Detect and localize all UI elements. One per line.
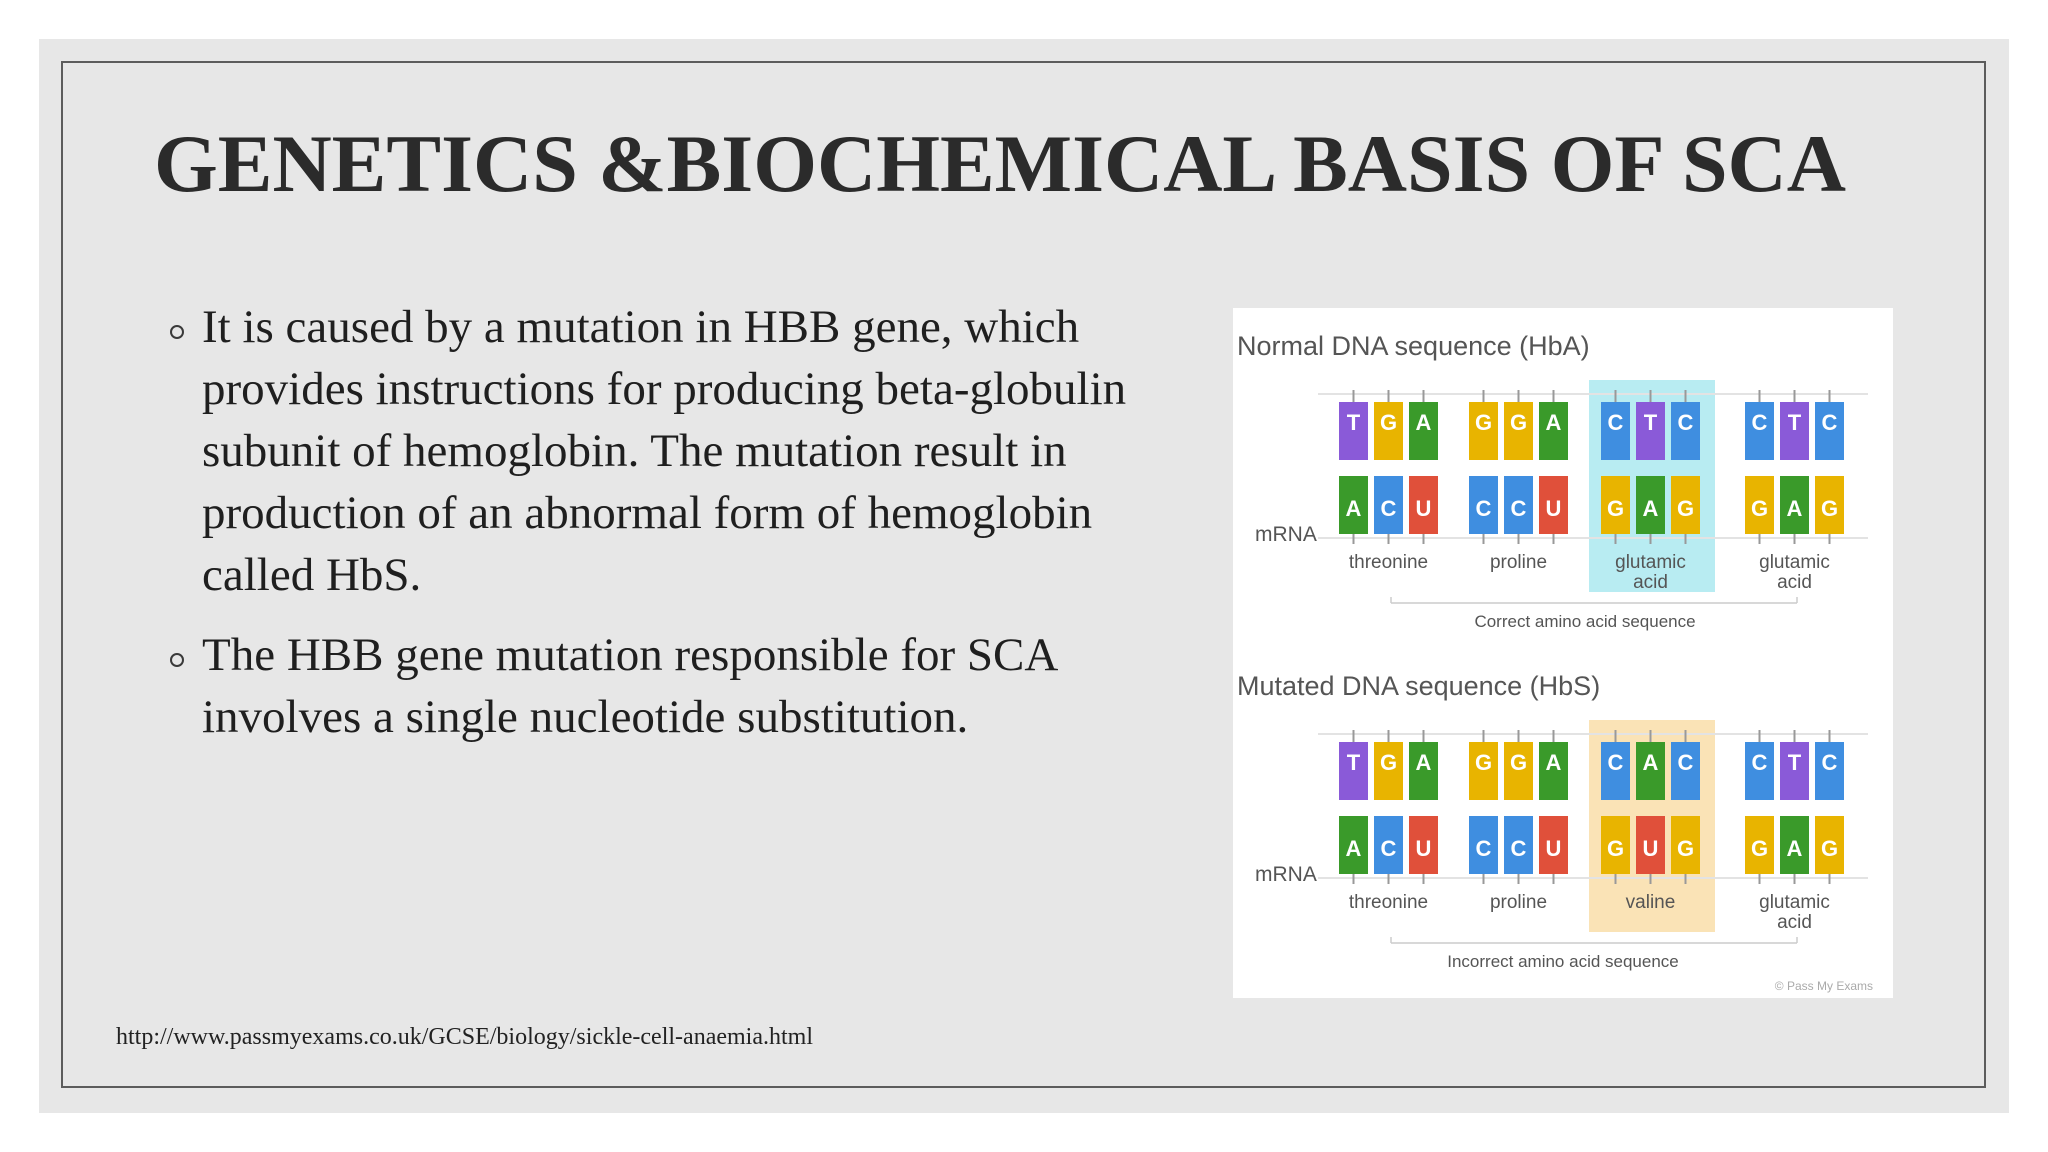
panel-heading: Mutated DNA sequence (HbS) xyxy=(1237,671,1601,701)
amino-acid-label: acid xyxy=(1777,572,1812,593)
mrna-base-letter: U xyxy=(1415,836,1432,861)
mrna-base-letter: U xyxy=(1545,496,1562,521)
dna-base-letter: A xyxy=(1415,410,1432,435)
dna-base-letter: G xyxy=(1474,750,1493,775)
mrna-base-letter: C xyxy=(1475,496,1492,521)
mrna-base-letter: C xyxy=(1380,496,1397,521)
bullet-text: It is caused by a mutation in HBB gene, which provides instructions for producing beta-globulin subunit of hemoglobin. The mutation result in production of an abnormal form of hemoglobin called HbS. xyxy=(202,301,1127,601)
mrna-base-letter: C xyxy=(1380,836,1397,861)
mrna-base-letter: U xyxy=(1415,496,1432,521)
dna-base-letter: C xyxy=(1607,750,1624,775)
dna-base-letter: C xyxy=(1751,410,1768,435)
dna-base-letter: G xyxy=(1379,750,1398,775)
dna-base-letter: T xyxy=(1787,410,1802,435)
mrna-base-letter: U xyxy=(1642,836,1659,861)
amino-acid-label: glutamic xyxy=(1759,892,1830,913)
dna-base-letter: A xyxy=(1415,750,1432,775)
mrna-base-letter: A xyxy=(1345,836,1362,861)
dna-base-letter: G xyxy=(1509,410,1528,435)
bullet-circle-icon xyxy=(170,325,184,339)
mrna-base-letter: G xyxy=(1820,836,1839,861)
dna-base-letter: C xyxy=(1607,410,1624,435)
mrna-label: mRNA xyxy=(1255,523,1317,546)
amino-acid-label: glutamic xyxy=(1759,552,1830,573)
bullet-item xyxy=(170,296,1160,606)
dna-base-letter: T xyxy=(1643,410,1658,435)
dna-base-letter: T xyxy=(1346,750,1361,775)
dna-base-letter: C xyxy=(1677,750,1694,775)
slide-title: GENETICS &BIOCHEMICAL BASIS OF SCA xyxy=(153,118,1846,209)
source-url: http://www.passmyexams.co.uk/GCSE/biology/sickle-cell-anaemia.html xyxy=(116,1024,813,1050)
panel-heading: Normal DNA sequence (HbA) xyxy=(1237,331,1590,361)
mrna-base-letter: C xyxy=(1510,836,1527,861)
dna-base-letter: G xyxy=(1509,750,1528,775)
amino-acid-label: proline xyxy=(1489,892,1548,913)
dna-base-letter: C xyxy=(1677,410,1694,435)
bullet-item xyxy=(170,624,1160,748)
dna-base-letter: G xyxy=(1379,410,1398,435)
dna-base-letter: C xyxy=(1751,750,1768,775)
mrna-base-letter: A xyxy=(1786,836,1803,861)
dna-base-letter: A xyxy=(1545,750,1562,775)
amino-acid-label: acid xyxy=(1633,572,1668,593)
sequence-caption: Correct amino acid sequence xyxy=(1474,612,1696,631)
dna-base-letter: C xyxy=(1821,750,1838,775)
mrna-base-letter: A xyxy=(1786,496,1803,521)
mrna-base-letter: C xyxy=(1475,836,1492,861)
mrna-base-letter: G xyxy=(1820,496,1839,521)
mrna-base-letter: G xyxy=(1606,836,1625,861)
image-credit: © Pass My Exams xyxy=(1774,979,1873,993)
dna-mutation-diagram xyxy=(1233,308,1893,998)
mrna-base-letter: A xyxy=(1642,496,1659,521)
bullet-circle-icon xyxy=(170,653,184,667)
mrna-base-letter: G xyxy=(1606,496,1625,521)
mrna-base-letter: A xyxy=(1345,496,1362,521)
mrna-base-letter: U xyxy=(1545,836,1562,861)
dna-base-letter: T xyxy=(1787,750,1802,775)
mrna-base-letter: G xyxy=(1676,836,1695,861)
mrna-base-letter: G xyxy=(1750,836,1769,861)
amino-acid-label: glutamic xyxy=(1615,552,1686,573)
dna-base-letter: A xyxy=(1545,410,1562,435)
amino-acid-label: threonine xyxy=(1348,552,1429,573)
dna-base-letter: C xyxy=(1821,410,1838,435)
amino-acid-label: acid xyxy=(1777,912,1812,933)
amino-acid-label: threonine xyxy=(1348,892,1429,913)
bullet-text: The HBB gene mutation responsible for SCA involves a single nucleotide substitution. xyxy=(202,629,1056,743)
amino-acid-label: proline xyxy=(1489,552,1548,573)
sequence-caption: Incorrect amino acid sequence xyxy=(1447,952,1679,971)
mrna-base-letter: C xyxy=(1510,496,1527,521)
mrna-base-letter: G xyxy=(1750,496,1769,521)
dna-base-letter: G xyxy=(1474,410,1493,435)
amino-acid-label: valine xyxy=(1625,892,1676,913)
dna-base-letter: A xyxy=(1642,750,1659,775)
bullet-list xyxy=(170,296,1160,766)
mrna-label: mRNA xyxy=(1255,863,1317,886)
dna-base-letter: T xyxy=(1346,410,1361,435)
diagram-canvas xyxy=(1233,308,1893,998)
mrna-base-letter: G xyxy=(1676,496,1695,521)
